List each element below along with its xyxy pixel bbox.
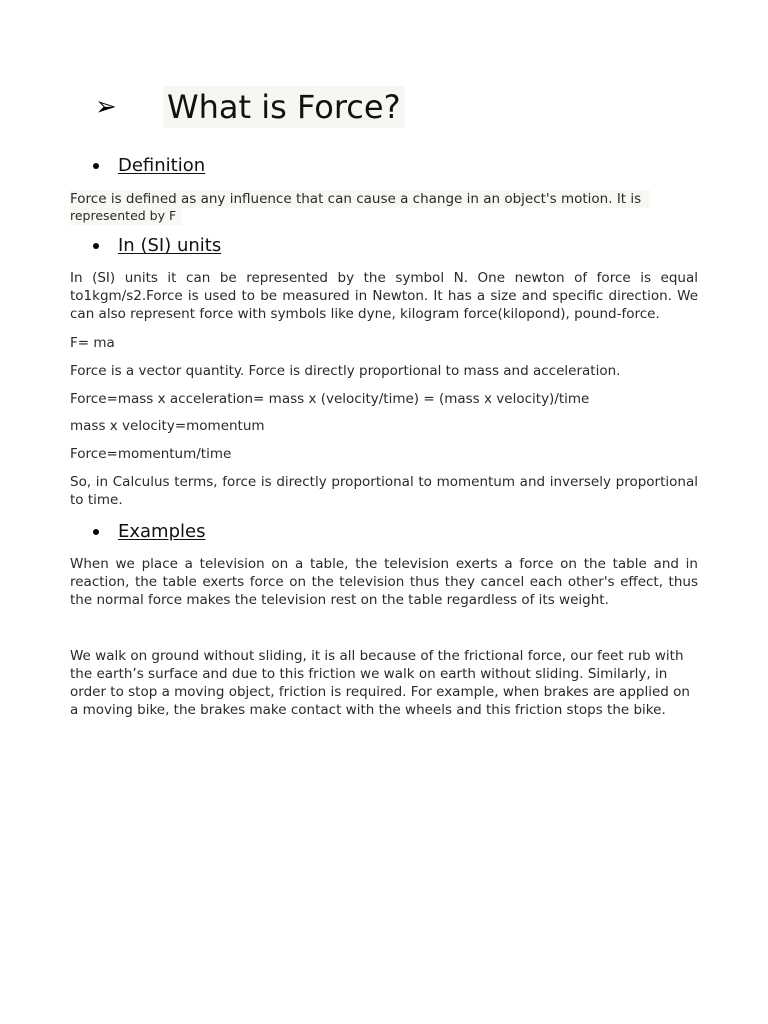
si-units-heading [90,235,221,256]
examples-heading-label: Examples [118,521,206,542]
force-momentum-line: Force=momentum/time [70,446,232,462]
examples-paragraph-2-line-1: We walk on ground without sliding, it is all because of the frictional force, our feet rub with [70,648,684,664]
arrow-bullet-icon: ➢ [95,92,117,122]
bullet-dot-icon [93,529,99,535]
definition-heading [90,155,205,176]
title-row [95,86,405,128]
si-units-heading-label: In (SI) units [118,235,222,256]
bullet-dot-icon [93,243,99,249]
examples-paragraph-2-line-4: a moving bike, the brakes make contact with the wheels and this friction stops the bike. [70,702,666,718]
examples-paragraph-1: When we place a television on a table, the television exerts a force on the table and in reaction, the table exerts force on the television thus they cancel each other's effect, thus the normal force makes the television rest on the table regardless of its weight. [70,556,698,608]
definition-line-2: represented by F [70,207,182,225]
derivation-line: Force=mass x acceleration= mass x (velocity/time) = (mass x velocity)/time [70,391,590,407]
examples-paragraph-2-line-2: the earth’s surface and due to this friction we walk on earth without sliding. Similarly, in [70,666,668,682]
si-units-paragraph: In (SI) units it can be represented by the symbol N. One newton of force is equal to1kgm/s2.Force is used to be measured in Newton. It has a size and specific direction. We can also represent force with symbols like dyne, kilogram force(kilopond), pound-force. [70,270,698,322]
definition-heading-label: Definition [118,155,206,176]
examples-paragraph-2-line-3: order to stop a moving object, friction is required. For example, when brakes are applied on [70,684,690,700]
formula-line: F= ma [70,335,115,351]
examples-heading [90,521,205,542]
momentum-line: mass x velocity=momentum [70,418,265,434]
vector-quantity-line: Force is a vector quantity. Force is directly proportional to mass and acceleration. [70,363,621,379]
definition-line-1: Force is defined as any influence that can cause a change in an object's motion. It is [70,190,650,208]
page-title: What is Force? [163,86,405,128]
calculus-paragraph: So, in Calculus terms, force is directly proportional to momentum and inversely proportional to time. [70,474,698,508]
bullet-dot-icon [93,163,99,169]
